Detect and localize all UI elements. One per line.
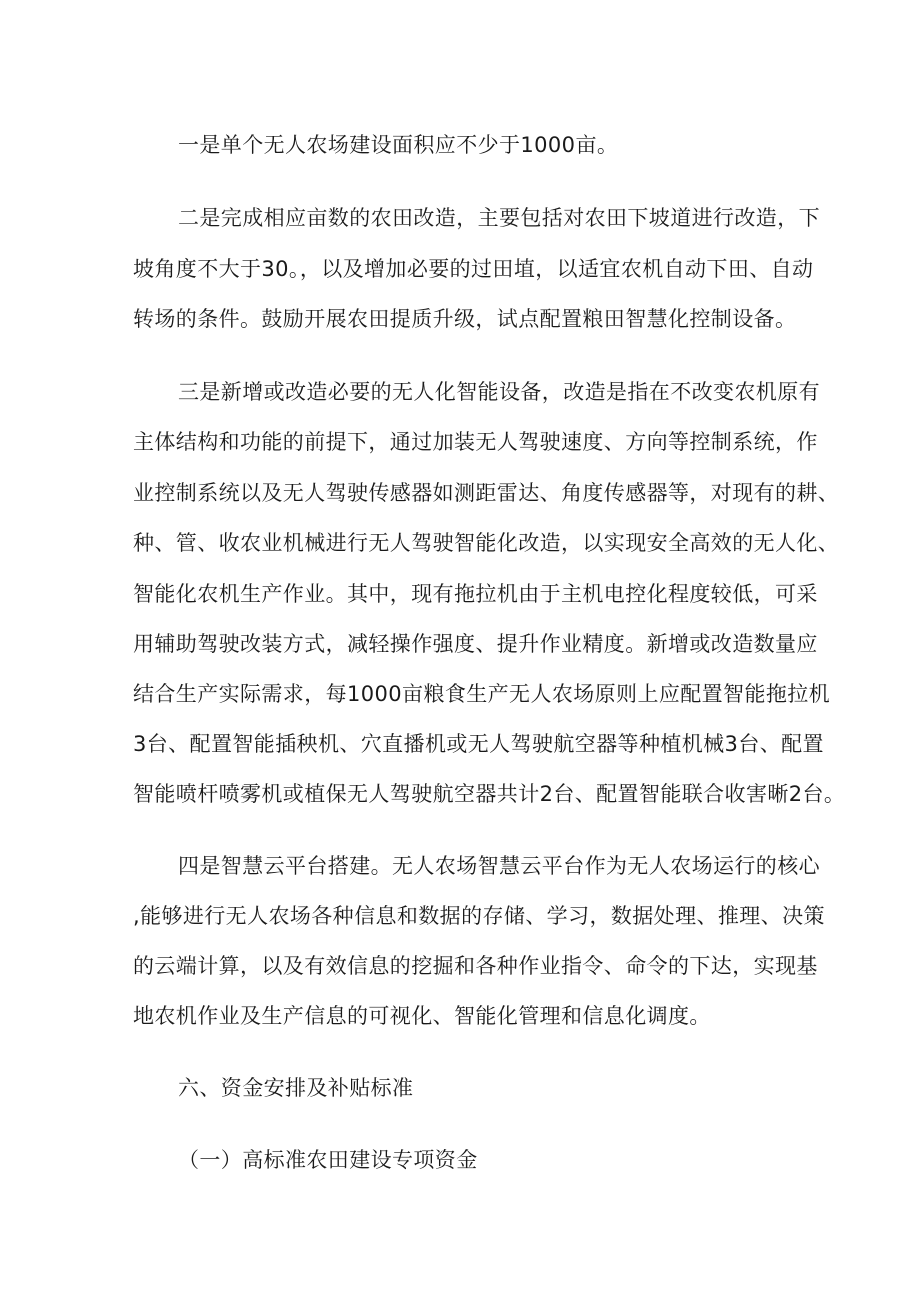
paragraph-3-line-3: 业控制系统以及无人驾驶传感器如测距雷达、角度传感器等，对现有的耕、 bbox=[133, 481, 840, 505]
paragraph-4-line-4: 地农机作业及生产信息的可视化、智能化管理和信息化调度。 bbox=[133, 1004, 711, 1028]
paragraph-4-line-2: ,能够进行无人农场各种信息和数据的存储、学习，数据处理、推理、决策 bbox=[133, 904, 825, 928]
paragraph-3-line-8: 3台、配置智能插秧机、穴直播机或无人驾驶航空器等种植机械3台、配置 bbox=[133, 732, 824, 756]
paragraph-2-line-1: 二是完成相应亩数的农田改造，主要包括对农田下坡道进行改造，下 bbox=[178, 206, 820, 230]
paragraph-3-line-5: 智能化农机生产作业。其中，现有拖拉机由于主机电控化程度较低，可采 bbox=[133, 582, 818, 606]
subsection-heading-1: （一）高标准农田建设专项资金 bbox=[178, 1148, 478, 1172]
paragraph-4-line-3: 的云端计算，以及有效信息的挖掘和各种作业指令、命令的下达，实现基 bbox=[133, 954, 818, 978]
paragraph-4-line-1: 四是智慧云平台搭建。无人农场智慧云平台作为无人农场运行的核心 bbox=[178, 854, 820, 878]
paragraph-3-line-9: 智能喷杆喷雾机或植保无人驾驶航空器共计2台、配置智能联合收害晰2台。 bbox=[133, 782, 846, 806]
paragraph-3-line-4: 种、管、收农业机械进行无人驾驶智能化改造，以实现安全高效的无人化、 bbox=[133, 531, 840, 555]
paragraph-2-line-3: 转场的条件。鼓励开展农田提质升级，试点配置粮田智慧化控制设备。 bbox=[133, 307, 797, 331]
paragraph-3-line-7: 结合生产实际需求，每1000亩粮食生产无人农场原则上应配置智能拖拉机 bbox=[133, 682, 831, 706]
paragraph-3-line-6: 用辅助驾驶改装方式，减轻操作强度、提升作业精度。新增或改造数量应 bbox=[133, 632, 818, 656]
section-heading-6: 六、资金安排及补贴标准 bbox=[178, 1076, 414, 1100]
paragraph-3-line-1: 三是新增或改造必要的无人化智能设备，改造是指在不改变农机原有 bbox=[178, 380, 820, 404]
paragraph-2-line-2: 坡角度不大于30。，以及增加必要的过田埴，以适宜农机自动下田、自动 bbox=[133, 257, 814, 281]
paragraph-3-line-2: 主体结构和功能的前提下，通过加装无人驾驶速度、方向等控制系统，作 bbox=[133, 430, 818, 454]
paragraph-1-line-1: 一是单个无人农场建设面积应不少于1000亩。 bbox=[178, 133, 619, 157]
